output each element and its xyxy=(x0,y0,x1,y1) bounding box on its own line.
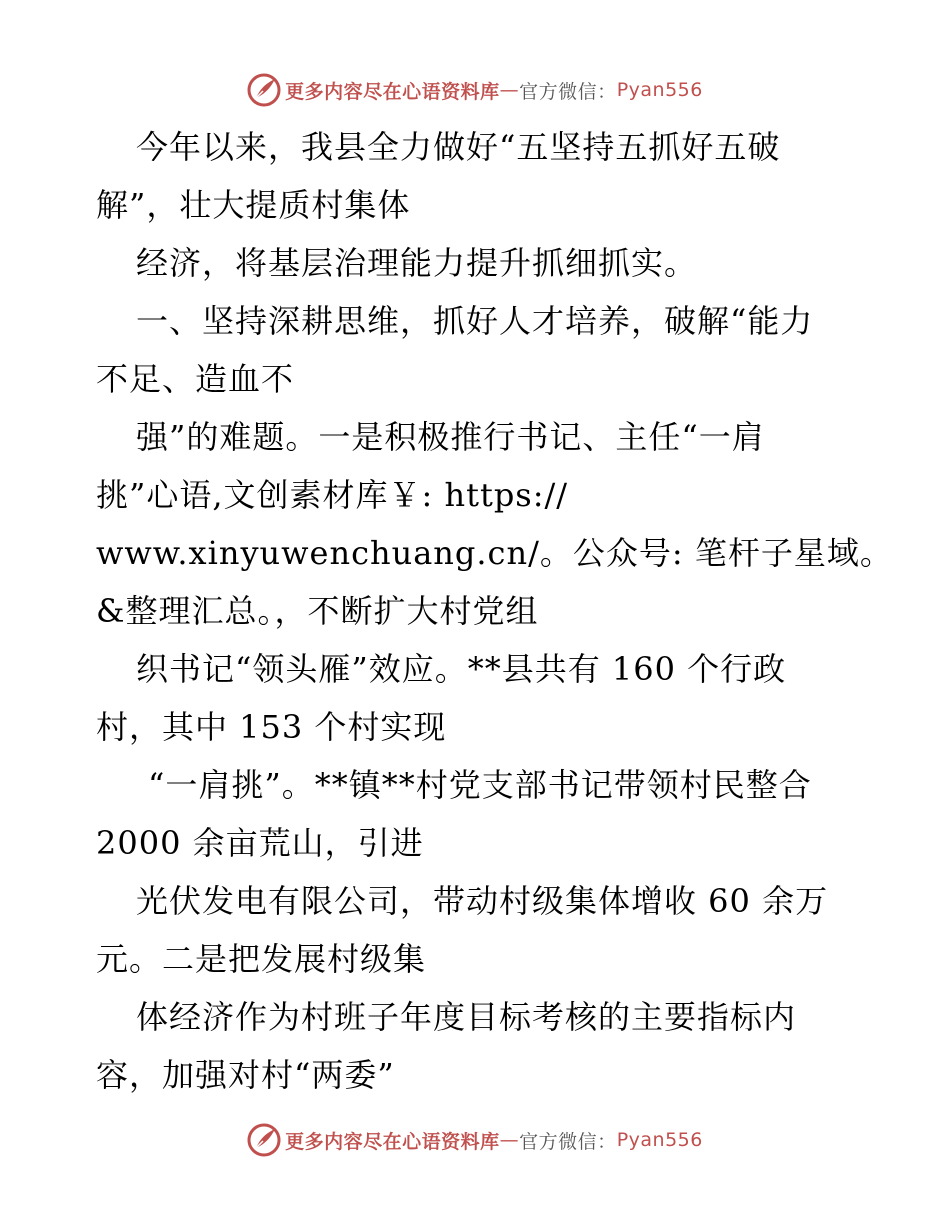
watermark-footer xyxy=(0,1120,950,1160)
paragraph-line: 解”，壮大提质村集体 xyxy=(96,186,411,224)
watermark-header xyxy=(0,70,950,110)
paragraph-line: 织书记“领头雁”效应。**县共有 160 个行政 xyxy=(136,650,787,688)
paragraph-line: 容，加强对村“两委” xyxy=(96,1056,395,1094)
paragraph-line: 强”的难题。一是积极推行书记、主任“一肩 xyxy=(136,418,765,456)
watermark-dash: — xyxy=(499,1129,520,1151)
paragraph-line: 2000 余亩荒山，引进 xyxy=(96,824,424,862)
quill-logo-icon xyxy=(247,73,281,107)
paragraph-line: 挑”心语,文创素材库￥: https:// xyxy=(96,476,569,514)
paragraph-line: 经济，将基层治理能力提升抓细抓实。 xyxy=(136,244,698,282)
paragraph-line: &整理汇总。，不断扩大村党组 xyxy=(96,592,539,630)
watermark-wechat-id: Pyan556 xyxy=(616,1129,703,1151)
paragraph-line: 体经济作为村班子年度目标考核的主要指标内 xyxy=(136,998,797,1036)
watermark-main-text: 更多内容尽在心语资料库 xyxy=(285,1130,500,1153)
watermark-main-text: 更多内容尽在心语资料库 xyxy=(285,80,500,103)
watermark-wechat-id: Pyan556 xyxy=(616,79,703,101)
document-body xyxy=(96,118,893,1104)
paragraph-line: 不足、造血不 xyxy=(96,360,295,398)
watermark-wechat-label: 官方微信： xyxy=(519,1130,617,1153)
section-heading-line: 一、坚持深耕思维，抓好人才培养，破解“能力 xyxy=(136,302,814,340)
quill-logo-icon xyxy=(247,1123,281,1157)
paragraph-line: www.xinyuwenchuang.cn/。公众号: 笔杆子星域。 xyxy=(96,534,893,572)
paragraph-line: 光伏发电有限公司，带动村级集体增收 60 余万 xyxy=(136,882,829,920)
watermark-wechat-label: 官方微信： xyxy=(519,80,617,103)
watermark-dash: — xyxy=(499,79,520,101)
paragraph-line: 村，其中 153 个村实现 xyxy=(96,708,447,746)
paragraph-line: 今年以来，我县全力做好“五坚持五抓好五破 xyxy=(136,128,781,166)
paragraph-line: 元。二是把发展村级集 xyxy=(96,940,427,978)
paragraph-line: “一肩挑”。**镇**村党支部书记带领村民整合 xyxy=(148,766,812,804)
